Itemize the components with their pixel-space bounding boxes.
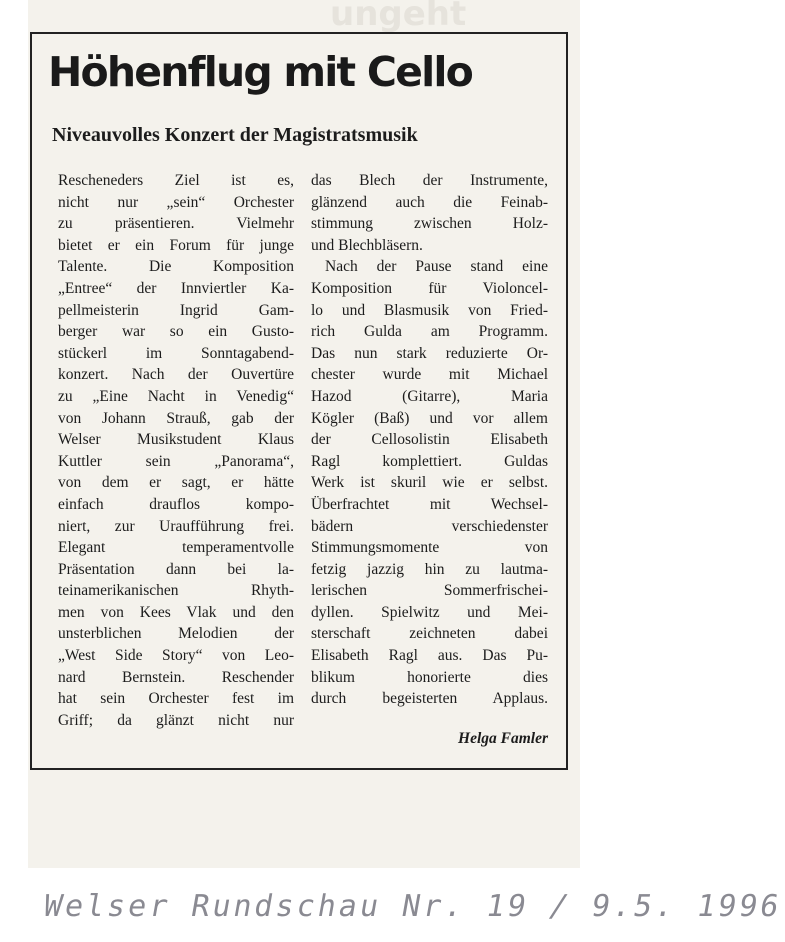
- article-line: lo und Blasmusik von Fried-: [311, 301, 548, 319]
- article-line: hat sein Orchester fest im: [58, 690, 294, 708]
- article-line: rich Gulda am Programm.: [311, 323, 548, 341]
- article-line: nicht nur „sein“ Orchester: [58, 193, 294, 211]
- article-line: Welser Musikstudent Klaus: [58, 431, 294, 449]
- article-line: zu „Eine Nacht in Venedig“: [58, 387, 294, 405]
- article-line: sterschaft zeichneten dabei: [311, 625, 548, 643]
- article-line: Ragl komplettiert. Guldas: [311, 452, 548, 470]
- article-line: Kögler (Baß) und vor allem: [311, 409, 548, 427]
- article-line: von Johann Strauß, gab der: [58, 409, 294, 427]
- article-line: von dem er sagt, er hätte: [58, 474, 294, 492]
- article-line: „West Side Story“ von Leo-: [58, 647, 294, 665]
- article-line: blikum honorierte dies: [311, 668, 548, 686]
- article-line: unsterblichen Melodien der: [58, 625, 294, 643]
- bleed-through-headline: ungeht: [330, 0, 467, 34]
- article-headline: Höhenflug mit Cello: [48, 48, 472, 96]
- article-line: teinamerikanischen Rhyth-: [58, 582, 294, 600]
- article-line: Präsentation dann bei la-: [58, 560, 294, 578]
- article-line: Elisabeth Ragl aus. Das Pu-: [311, 647, 548, 665]
- handwritten-source-note: Welser Rundschau Nr. 19 / 9.5. 1996: [41, 889, 785, 924]
- article-line: und Blechbläsern.: [311, 236, 423, 254]
- article-line: Stimmungsmomente von: [311, 539, 548, 557]
- article-line: pellmeisterin Ingrid Gam-: [58, 301, 294, 319]
- article-line: bietet er ein Forum für junge: [58, 236, 294, 254]
- article-line: Überfrachtet mit Wechsel-: [311, 495, 548, 513]
- article-line: lerischen Sommerfrischei-: [311, 582, 548, 600]
- article-line: einfach drauflos kompo-: [58, 495, 294, 513]
- article-line: stimmung zwischen Holz-: [311, 215, 548, 233]
- article-line: Griff; da glänzt nicht nur: [58, 711, 294, 729]
- article-line: Talente. Die Komposition: [58, 258, 294, 276]
- article-line: fetzig jazzig hin zu lautma-: [311, 560, 548, 578]
- article-line: zu präsentieren. Vielmehr: [58, 215, 294, 233]
- article-line: chester wurde mit Michael: [311, 366, 548, 384]
- article-column-left: [58, 170, 294, 731]
- article-line: Hazod (Gitarre), Maria: [311, 387, 548, 405]
- article-line: Komposition für Violoncel-: [311, 279, 548, 297]
- article-line: dyllen. Spielwitz und Mei-: [311, 603, 548, 621]
- article-line: Nach der Pause stand eine: [325, 258, 548, 276]
- article-line: Elegant temperamentvolle: [58, 539, 294, 557]
- article-line: stückerl im Sonntagabend-: [58, 344, 294, 362]
- article-line: das Blech der Instrumente,: [311, 172, 548, 189]
- article-line: men von Kees Vlak und den: [58, 603, 294, 621]
- author-byline: Helga Famler: [458, 730, 548, 747]
- article-column-right: [311, 170, 548, 710]
- article-line: Rescheneders Ziel ist es,: [58, 172, 294, 189]
- article-line: nard Bernstein. Reschender: [58, 668, 294, 686]
- article-line: Das nun stark reduzierte Or-: [311, 344, 548, 362]
- article-line: niert, zur Uraufführung frei.: [58, 517, 294, 535]
- article-line: berger war so ein Gusto-: [58, 323, 294, 341]
- article-line: „Entree“ der Innviertler Ka-: [58, 279, 294, 297]
- article-line: konzert. Nach der Ouvertüre: [58, 366, 294, 384]
- article-line: glänzend auch die Feinab-: [311, 193, 548, 211]
- article-line: durch begeisterten Applaus.: [311, 690, 548, 708]
- article-line: bädern verschiedenster: [311, 517, 548, 535]
- article-line: Kuttler sein „Panorama“,: [58, 452, 294, 470]
- article-line: Werk ist skuril wie er selbst.: [311, 474, 548, 492]
- article-subheadline: Niveauvolles Konzert der Magistratsmusik: [52, 124, 418, 146]
- article-line: der Cellosolistin Elisabeth: [311, 431, 548, 449]
